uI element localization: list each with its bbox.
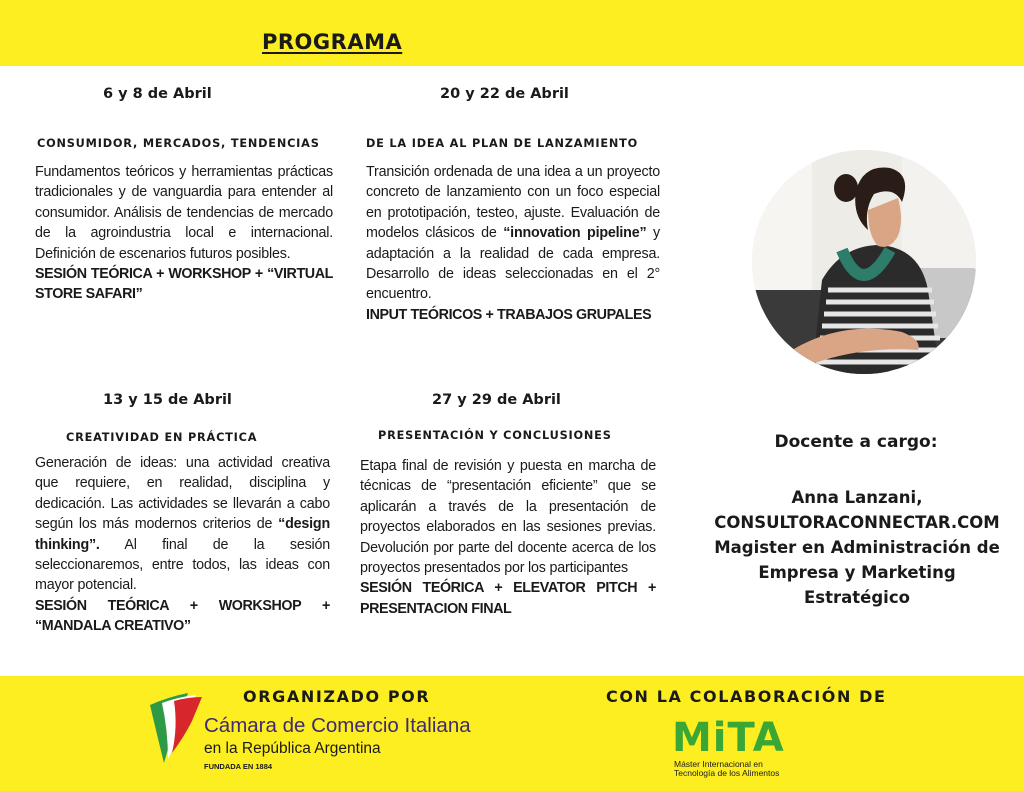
session-date: 20 y 22 de Abril	[440, 86, 569, 102]
camara-flag-icon	[148, 691, 204, 765]
session-format: SESIÓN TEÓRICA + WORKSHOP + “MANDALA CREATIVO”	[35, 597, 330, 635]
session-format: SESIÓN TEÓRICA + ELEVATOR PITCH + PRESENTACION FINAL	[360, 580, 656, 617]
teacher-degree: Magister en Administración de	[714, 538, 1000, 557]
session-format: INPUT TEÓRICOS + TRABAJOS GRUPALES	[366, 306, 652, 323]
session-description-text: Etapa final de revisión y puesta en marcha de técnicas de “presentación eficiente” que se aplicarán a través de la presentación de proyectos elaborados en las sesiones previas. Devolución por parte del docente acerca de los proyectos presentados por los participantes	[360, 458, 656, 577]
session-highlight: “design thinking”.	[35, 516, 330, 553]
session-format: SESIÓN TEÓRICA + WORKSHOP + “VIRTUAL STORE SAFARI”	[35, 266, 333, 303]
session-description-text: Generación de ideas: una actividad creativa que requiere, en realidad, disciplina y dedicación. Las actividades se llevarán a cabo según los más modernos criterios de	[35, 455, 330, 533]
session-description	[366, 162, 660, 325]
session-date: 13 y 15 de Abril	[103, 392, 232, 408]
session-description-text: Al final de la sesión seleccionaremos, entre todos, las ideas con mayor potencial.	[35, 536, 330, 594]
session-title: CONSUMIDOR, MERCADOS, TENDENCIAS	[37, 137, 320, 150]
teacher-company: CONSULTORACONNECTAR.COM	[714, 513, 1000, 532]
page-title: PROGRAMA	[262, 30, 403, 54]
session-highlight: “innovation pipeline”	[503, 225, 647, 242]
organizer-name: Cámara de Comercio Italiana	[204, 714, 471, 737]
teacher-info	[696, 485, 1018, 610]
organized-by-label: ORGANIZADO POR	[243, 687, 431, 706]
session-title: PRESENTACIÓN Y CONCLUSIONES	[378, 429, 612, 442]
session-description	[35, 162, 333, 305]
teacher-heading: Docente a cargo:	[774, 432, 938, 452]
session-description	[360, 456, 656, 619]
session-title: DE LA IDEA AL PLAN DE LANZAMIENTO	[366, 137, 639, 150]
organizer-founded: FUNDADA EN 1884	[204, 762, 273, 771]
collaboration-label: CON LA COLABORACIÓN DE	[606, 687, 887, 706]
session-description-text: y adaptación a la realidad de cada empresa. Desarrollo de ideas seleccionadas en el 2° encuentro.	[366, 225, 660, 303]
mita-subtitle-line: Tecnología de los Alimentos	[674, 768, 780, 778]
teacher-photo	[752, 150, 976, 374]
session-date: 6 y 8 de Abril	[103, 86, 212, 102]
teacher-degree: Empresa y Marketing	[758, 563, 956, 582]
session-description-text: Fundamentos teóricos y herramientas prácticas tradicionales y de vanguardia para entender al consumidor. Análisis de tendencias de mercado de la agroindustria local e internacional. Definición de escenarios futuros posibles.	[35, 164, 333, 262]
mita-subtitle	[674, 760, 779, 778]
mita-logo: MiTA	[672, 715, 785, 761]
organizer-subtitle: en la República Argentina	[204, 740, 381, 757]
teacher-name: Anna Lanzani,	[791, 488, 923, 507]
session-title: CREATIVIDAD EN PRÁCTICA	[66, 431, 258, 444]
session-description-text: Transición ordenada de una idea a un proyecto concreto de lanzamiento con un foco especial en prototipación, testeo, ajuste. Evaluación de modelos clásicos de	[366, 164, 660, 242]
teacher-degree: Estratégico	[804, 588, 910, 607]
session-description	[35, 453, 330, 637]
session-date: 27 y 29 de Abril	[432, 392, 561, 408]
mita-subtitle-line: Máster Internacional en	[674, 759, 763, 769]
header-band	[0, 0, 1024, 66]
